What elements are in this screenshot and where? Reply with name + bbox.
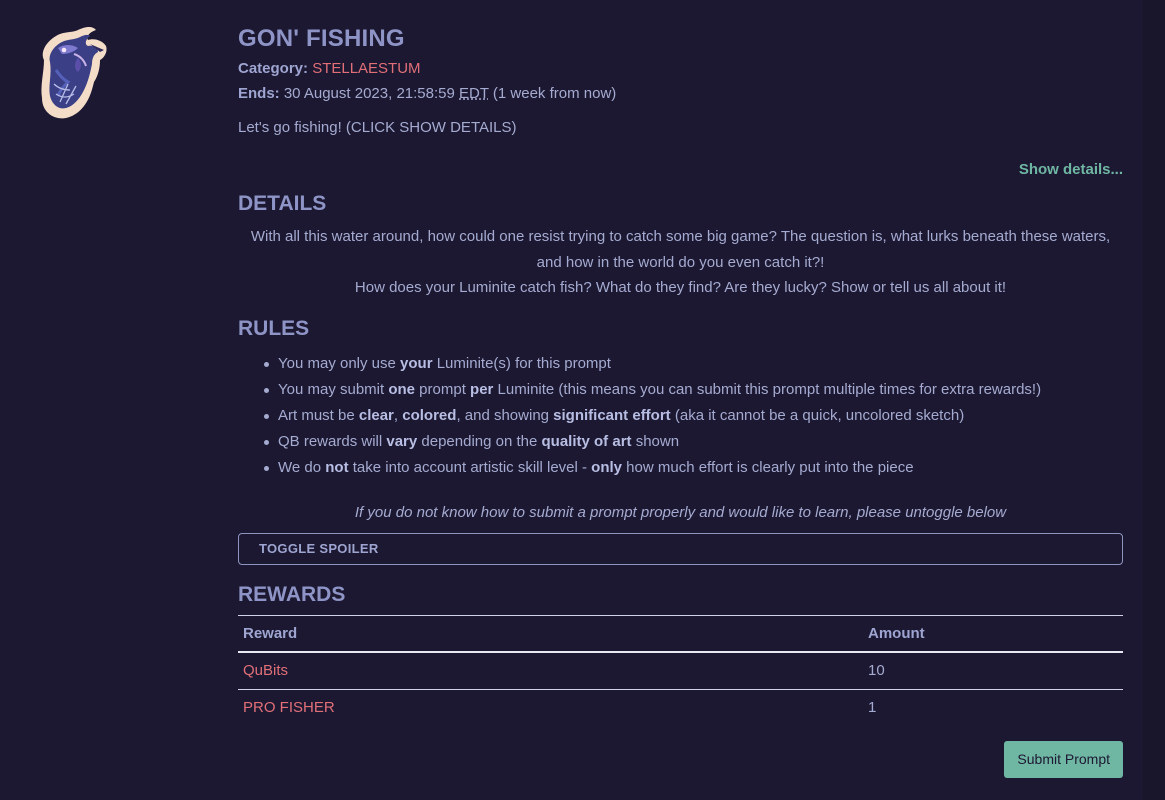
rule-text: QB rewards will xyxy=(278,432,387,450)
submission-help-note: If you do not know how to submit a prompt properly and would like to learn, please untoggle below xyxy=(354,503,1007,521)
rule-item xyxy=(264,403,1123,429)
prompt-summary: Let's go fishing! (CLICK SHOW DETAILS) xyxy=(238,119,517,136)
rule-text: (aka it cannot be a quick, uncolored sketch) xyxy=(670,406,965,424)
rule-item xyxy=(264,429,1123,455)
details-paragraph-2: How does your Luminite catch fish? What do they find? Are they lucky? Show or tell us all about it! xyxy=(354,279,1007,296)
rule-text: how much effort is clearly put into the piece xyxy=(622,458,914,476)
rule-emphasis: quality of art xyxy=(541,432,632,450)
table-row xyxy=(238,689,1123,726)
rule-text: , and showing xyxy=(456,406,554,424)
rules-heading: RULES xyxy=(238,316,310,340)
rule-item xyxy=(264,455,1123,481)
reward-column-header: Reward xyxy=(238,615,863,652)
rule-emphasis: per xyxy=(470,380,494,398)
ends-date: 30 August 2023, 21:58:59 xyxy=(283,85,455,102)
rule-text: prompt xyxy=(415,380,471,398)
details-heading: DETAILS xyxy=(238,192,327,215)
rules-list xyxy=(238,351,1123,481)
reward-link[interactable]: PRO FISHER xyxy=(243,699,335,716)
rule-text: , xyxy=(393,406,403,424)
ends-line xyxy=(238,81,1123,106)
rule-text: Luminite (this means you can submit this prompt multiple times for extra rewards!) xyxy=(493,380,1042,398)
ends-relative: (1 week from now) xyxy=(492,85,617,102)
rule-emphasis: not xyxy=(325,458,349,476)
rewards-heading: REWARDS xyxy=(238,582,346,606)
prompt-content xyxy=(238,22,1123,778)
submit-row xyxy=(238,741,1123,778)
rule-item xyxy=(264,377,1123,403)
rewards-header-row xyxy=(238,615,1123,652)
rule-text: You may submit xyxy=(278,380,389,398)
rule-emphasis: vary xyxy=(386,432,418,450)
prompt-title: GON' FISHING xyxy=(238,25,405,52)
rewards-table xyxy=(238,615,1123,726)
rule-emphasis: colored xyxy=(402,406,457,424)
rule-text: depending on the xyxy=(417,432,542,450)
rule-text: shown xyxy=(631,432,680,450)
category-link[interactable]: STELLAESTUM xyxy=(312,60,421,77)
table-row xyxy=(238,652,1123,690)
details-paragraph-1: With all this water around, how could one resist trying to catch some big game? The question is, what lurks beneath these waters, and how in the world do you even catch it?! xyxy=(250,228,1111,271)
ends-label: Ends: xyxy=(238,85,280,102)
prompt-thumbnail xyxy=(34,24,110,122)
rule-emphasis: your xyxy=(400,354,433,372)
rule-item xyxy=(264,351,1123,377)
toggle-spoiler-label: TOGGLE SPOILER xyxy=(259,541,379,556)
reward-amount: 10 xyxy=(868,662,885,679)
ends-timezone: EDT xyxy=(459,85,489,102)
rule-emphasis: clear xyxy=(358,406,394,424)
details-body xyxy=(238,224,1123,301)
category-line xyxy=(238,56,1123,81)
toggle-spoiler-button[interactable] xyxy=(238,533,1123,565)
rule-emphasis: one xyxy=(388,380,416,398)
rule-text: Luminite(s) for this prompt xyxy=(432,354,611,372)
scrollbar-track[interactable] xyxy=(1143,0,1165,800)
reward-amount: 1 xyxy=(863,689,1123,726)
rule-text: take into account artistic skill level - xyxy=(348,458,592,476)
reward-link[interactable]: QuBits xyxy=(243,662,289,679)
rule-emphasis: significant effort xyxy=(553,406,671,424)
amount-column-header: Amount xyxy=(863,615,1123,652)
submit-prompt-button[interactable]: Submit Prompt xyxy=(1004,741,1123,778)
rule-text: You may only use xyxy=(278,354,401,372)
show-details-link[interactable]: Show details... xyxy=(1018,161,1123,178)
category-label: Category: xyxy=(238,60,309,77)
rule-text: Art must be xyxy=(278,406,359,424)
rule-text: We do xyxy=(278,458,326,476)
rule-emphasis: only xyxy=(591,458,623,476)
